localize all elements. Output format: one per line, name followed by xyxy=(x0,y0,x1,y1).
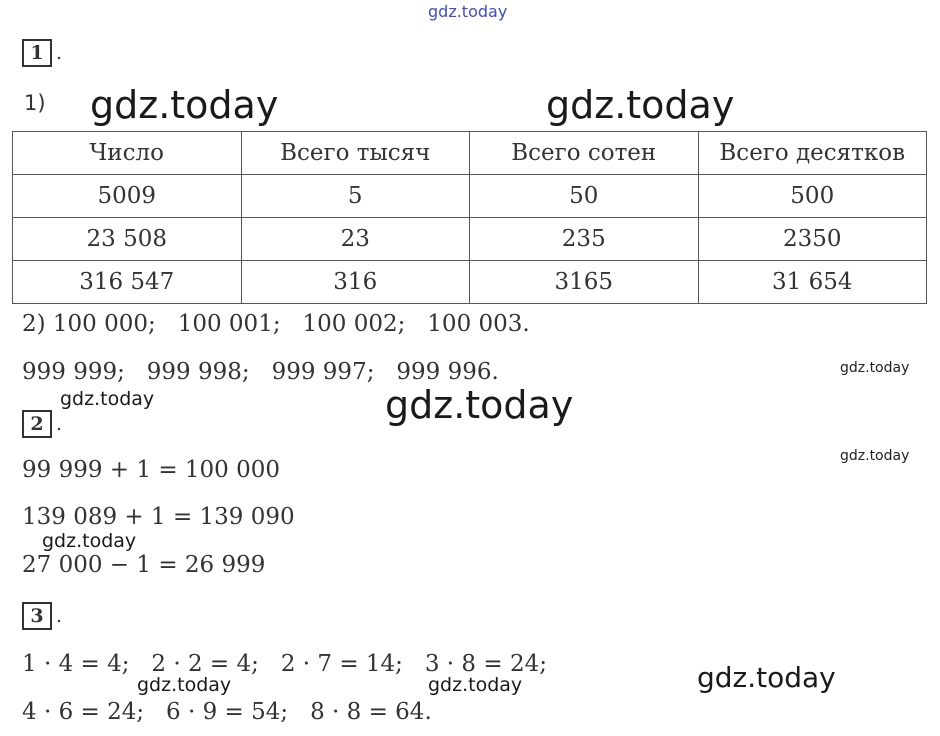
task-3-number: 3 xyxy=(30,605,44,627)
table-cell: 5009 xyxy=(13,175,242,218)
task-1-part-2-line-2: 999 999; 999 998; 999 997; 999 996. xyxy=(22,359,499,385)
table-header-cell: Всего тысяч xyxy=(241,132,470,175)
watermark-big-center: gdz.today xyxy=(385,383,574,427)
table-row xyxy=(13,261,927,304)
task-3-line-1: 1 · 4 = 4; 2 · 2 = 4; 2 · 7 = 14; 3 · 8 = 24; xyxy=(22,651,547,677)
task-1-number-box xyxy=(22,39,63,67)
watermark-small-1: gdz.today xyxy=(840,360,910,376)
task-1-part-1-label: 1) xyxy=(24,91,46,115)
task-2-line-2: 139 089 + 1 = 139 090 xyxy=(22,504,295,530)
table-header-cell: Всего десятков xyxy=(698,132,927,175)
task-1-part-2-line-1: 2) 100 000; 100 001; 100 002; 100 003. xyxy=(22,311,530,337)
task-3-line-2: 4 · 6 = 24; 6 · 9 = 54; 8 · 8 = 64. xyxy=(22,699,432,725)
task-2-line-3: 27 000 − 1 = 26 999 xyxy=(22,552,266,578)
table-cell: 3165 xyxy=(470,261,699,304)
task-2-line-1: 99 999 + 1 = 100 000 xyxy=(22,457,281,483)
table-cell: 316 547 xyxy=(13,261,242,304)
table-cell: 50 xyxy=(470,175,699,218)
task-1-number: 1 xyxy=(30,42,44,64)
table-cell: 23 xyxy=(241,218,470,261)
table-cell: 316 xyxy=(241,261,470,304)
watermark-small-2: gdz.today xyxy=(840,448,910,464)
table-cell: 5 xyxy=(241,175,470,218)
table-cell: 500 xyxy=(698,175,927,218)
table-header-row xyxy=(13,132,927,175)
table-header-cell: Всего сотен xyxy=(470,132,699,175)
task-3-number-box xyxy=(22,602,63,630)
watermark-big-left: gdz.today xyxy=(90,83,279,127)
task-3-dot: . xyxy=(56,605,63,627)
task-2-number: 2 xyxy=(30,413,44,435)
watermark-mid-1: gdz.today xyxy=(42,530,137,552)
table-cell: 31 654 xyxy=(698,261,927,304)
table-header-cell: Число xyxy=(13,132,242,175)
watermark-mid-2: gdz.today xyxy=(137,674,232,696)
table-row xyxy=(13,175,927,218)
table-cell: 2350 xyxy=(698,218,927,261)
watermark-mid-4: gdz.today xyxy=(697,661,836,694)
watermark-top: gdz.today xyxy=(428,2,508,21)
table-cell: 23 508 xyxy=(13,218,242,261)
numbers-table xyxy=(12,131,927,304)
watermark-small-3: gdz.today xyxy=(60,388,155,410)
table-cell: 235 xyxy=(470,218,699,261)
task-2-number-box xyxy=(22,410,63,438)
task-1-dot: . xyxy=(56,42,63,64)
watermark-mid-3: gdz.today xyxy=(428,674,523,696)
watermark-big-right: gdz.today xyxy=(546,83,735,127)
task-2-dot: . xyxy=(56,413,63,435)
table-row xyxy=(13,218,927,261)
